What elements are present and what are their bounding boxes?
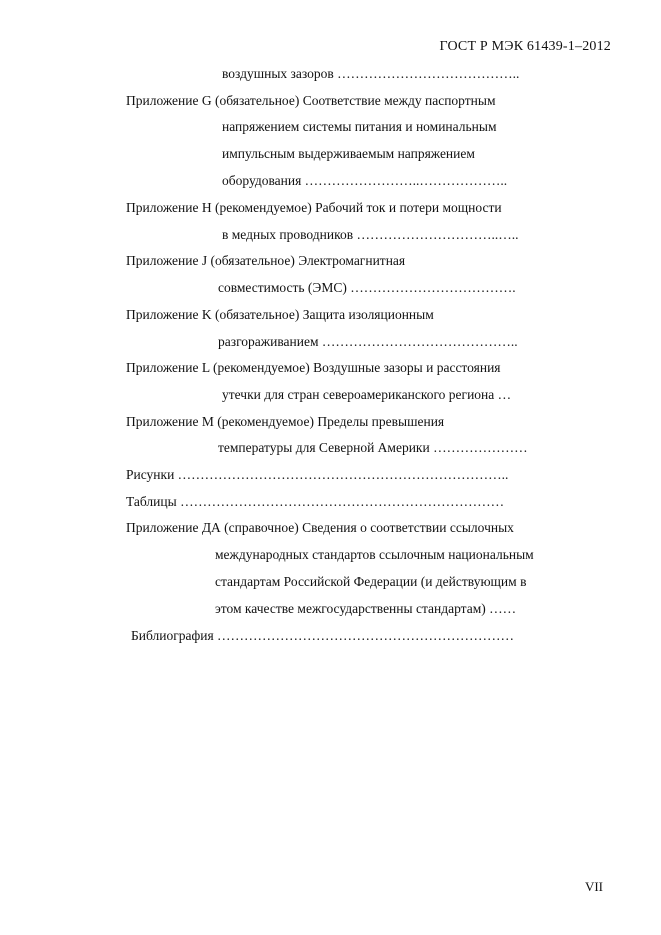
toc-appendix-g: Приложение G (обязательное) Соответствие между паспортным (126, 93, 496, 108)
toc-appendix-g-cont-2: импульсным выдерживаемым напряжением (222, 146, 475, 161)
toc-appendix-j: Приложение J (обязательное) Электромагнитная (126, 253, 406, 268)
toc-figures: Рисунки ……………………………………………………………….. (126, 467, 509, 482)
toc-appendix-k-cont: разгораживанием …………………………………….. (218, 334, 518, 349)
toc-line-f-cont: воздушных зазоров ………………………………….. (222, 66, 520, 81)
toc-appendix-g-cont-1: напряжением системы питания и номинальным (222, 119, 497, 134)
toc-appendix-h: Приложение H (рекомендуемое) Рабочий ток и потери мощности (126, 200, 502, 215)
toc-appendix-da-cont-2: стандартам Российской Федерации (и действующим в (215, 574, 527, 589)
toc-appendix-k: Приложение K (обязательное) Защита изоляционным (126, 307, 434, 322)
toc-appendix-m: Приложение M (рекомендуемое) Пределы превышения (126, 414, 445, 429)
toc-appendix-h-cont: в медных проводников …………………………..….. (222, 227, 519, 242)
toc-appendix-da-cont-3: этом качестве межгосударственны стандартам) …… (215, 601, 517, 616)
page-number: VII (584, 879, 603, 894)
toc-appendix-da: Приложение ДА (справочное) Сведения о соответствии ссылочных (126, 520, 514, 535)
toc-appendix-g-cont-3: оборудования ……………………..……………….. (222, 173, 508, 188)
toc-bibliography: Библиография ………………………………………………………… (131, 628, 515, 643)
toc-appendix-da-cont-1: международных стандартов ссылочным национальным (215, 547, 534, 562)
toc-appendix-m-cont: температуры для Северной Америки ………………… (218, 440, 528, 455)
document-code-header: ГОСТ Р МЭК 61439-1–2012 (439, 39, 611, 54)
toc-tables: Таблицы ……………………………………………………………… (126, 494, 505, 509)
toc-appendix-l-cont: утечки для стран североамериканского региона … (222, 387, 512, 402)
toc-appendix-j-cont: совместимость (ЭМС) ………………………………. (218, 280, 516, 295)
toc-appendix-l: Приложение L (рекомендуемое) Воздушные зазоры и расстояния (126, 360, 501, 375)
